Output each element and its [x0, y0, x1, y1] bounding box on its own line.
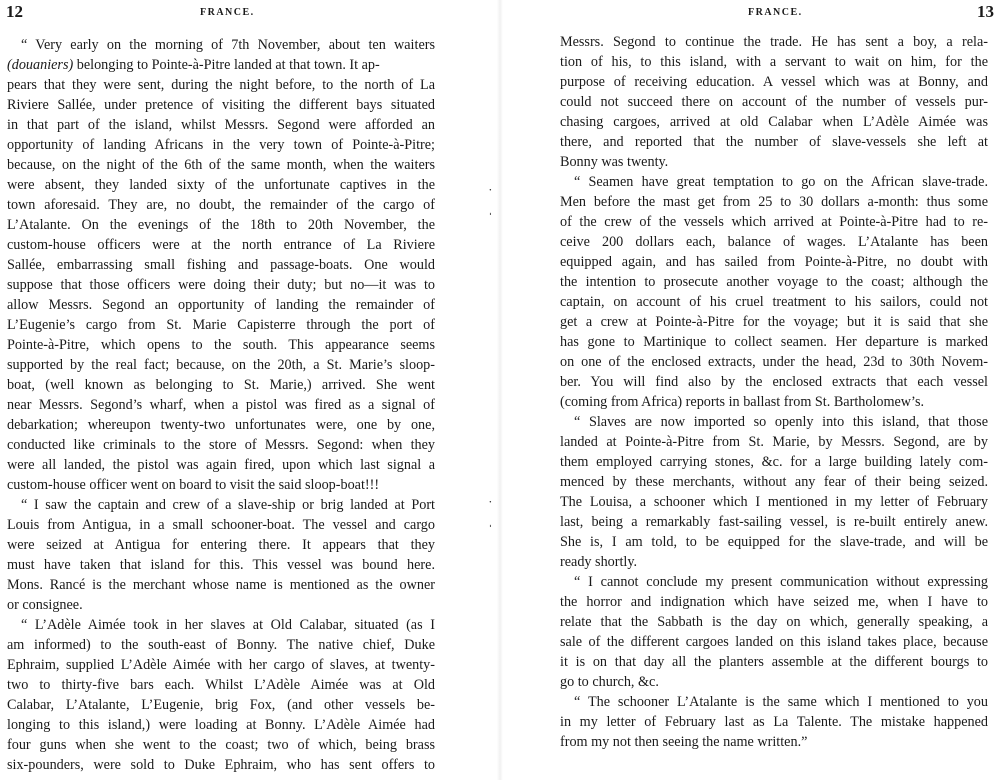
left-running-head: FRANCE. — [200, 7, 255, 18]
text-line: “ I cannot conclude my present communication without expressing — [574, 574, 988, 590]
right-running-head: FRANCE. — [748, 7, 803, 18]
text-line: “ I saw the captain and crew of a slave-ship or brig landed at Port — [21, 497, 435, 513]
text-line: or consignee. — [7, 597, 83, 613]
text-line: Riviere Sallée, under pretence of visiting the different bays situated — [7, 97, 435, 113]
text-line: last, being a remarkably fast-sailing vessel, is re-built entirely anew. — [560, 514, 988, 530]
text-line: ceive 200 dollars each, balance of wages. L’Atalante has been — [560, 234, 988, 250]
text-line: near Messrs. Segond’s wharf, when a pistol was fired as a signal of — [7, 397, 435, 413]
text-line: “ Very early on the morning of 7th November, about ten waiters — [21, 37, 435, 53]
text-line: relate that the Sabbath is the day on which, generally speaking, a — [560, 614, 988, 630]
right-page-number: 13 — [977, 2, 994, 21]
text-line: longing to this island,) were loading at Bonny. L’Adèle Aimée had — [7, 717, 435, 733]
text-line: in that part of the island, whilst Messrs. Segond were afforded an — [7, 117, 435, 133]
text-line: “ The schooner L’Atalante is the same which I mentioned to you — [574, 694, 988, 710]
text-line: boat, (well known as belonging to St. Marie,) arrived. She went — [7, 377, 435, 393]
text-line: menced by these merchants, without any fear of their being seized. — [560, 474, 988, 490]
text-line: custom-house officers were at the north entrance of La Riviere — [7, 237, 435, 253]
text-line: L’Atalante. On the evenings of the 18th to 20th November, the — [7, 217, 435, 233]
text-line: on one of the enclosed extracts, under the head, 23d to 30th Novem- — [560, 354, 988, 370]
text-line: captain, on account of his cruel treatment to his sailors, could not — [560, 294, 988, 310]
text-line: must have taken that island for this. This vessel was bound here. — [7, 557, 435, 573]
left-page-header — [0, 2, 500, 26]
text-line: custom-house officer went on board to visit the said sloop-boat!!! — [7, 477, 380, 493]
text-line: (coming from Africa) reports in ballast from St. Bartholomew’s. — [560, 394, 925, 410]
text-line: opportunity of landing Africans in the very town of Pointe-à-Pitre; — [7, 137, 435, 153]
text-line: in my letter of February last as La Talente. The mistake happened — [560, 714, 988, 730]
text-line: Bonny was twenty. — [560, 154, 669, 170]
text-line: of the crew of the vessels which arrived at Pointe-à-Pitre had to re- — [560, 214, 988, 230]
text-line: from my not then seeing the name written.” — [560, 734, 808, 750]
text-line: six-pounders, were sold to Duke Ephraim, who has sent offers to — [7, 757, 435, 773]
right-page-header — [500, 2, 1000, 26]
text-line: am informed) to the south-east of Bonny. The native chief, Duke — [7, 637, 435, 653]
left-page-body — [7, 35, 435, 775]
text-line: Ephraim, supplied L’Adèle Aimée with her cargo of slaves, at twenty- — [7, 657, 435, 673]
text-line: town aforesaid. They are, no doubt, the remainder of the cargo of — [7, 197, 435, 213]
text-line: Mons. Rancé is the merchant whose name is mentioned as the owner — [7, 577, 435, 593]
text-line: suppose that those officers were doing their duty; but no—it was to — [7, 277, 435, 293]
text-line: because, on the night of the 6th of the same month, when the waiters — [7, 157, 435, 173]
text-line: Louis from Antigua, in a small schooner-boat. The vessel and cargo — [7, 517, 435, 533]
right-page-body — [560, 32, 988, 752]
text-line: there, and reported that the number of slave-vessels she left at — [560, 134, 988, 150]
text-line: sale of the different cargoes landed on this island takes place, because — [560, 634, 988, 650]
text-line: the horror and indignation which have seized me, when I have to — [560, 594, 988, 610]
text-line: the intention to prosecute another voyage to the coast; although the — [560, 274, 988, 290]
text-line: it is on that day all the planters assemble at the different bourgs to — [560, 654, 988, 670]
text-line: them employed carrying stones, &c. for a large building lately com- — [560, 454, 988, 470]
right-page — [500, 0, 1000, 780]
text-line: “ Seamen have great temptation to go on the African slave-trade. — [574, 174, 988, 190]
text-line-rest: belonging to Pointe-à-Pitre landed at that town. It ap- — [76, 57, 380, 73]
text-line: were all landed, the pistol was again fired, upon which last signal a — [7, 457, 435, 473]
text-line: four guns when she went to the coast; two of which, being brass — [7, 737, 435, 753]
text-line: were seized at Antigua for entering there. It appears that they — [7, 537, 435, 553]
text-line: supported by the real fact; because, on the 20th, a St. Marie’s sloop- — [7, 357, 435, 373]
text-line: Calabar, L’Atalante, L’Eugenie, brig Fox, (and other vessels be- — [7, 697, 435, 713]
text-line: Sallée, embarrassing small fishing and passage-boats. One would — [7, 257, 435, 273]
text-line: allow Messrs. Segond an opportunity of landing the remainder of — [7, 297, 435, 313]
gutter-marks: ˙ ˌ — [488, 499, 493, 528]
text-line: could not succeed there on account of the number of vessels pur- — [560, 94, 988, 110]
text-line: Messrs. Segond to continue the trade. He has sent a boy, a rela- — [560, 34, 988, 50]
text-line: ready shortly. — [560, 554, 638, 570]
text-line: chasing cargoes, arrived at old Calabar when L’Adèle Aimée was — [560, 114, 988, 130]
italic-term: (douaniers) — [7, 57, 74, 73]
gutter-marks: ˙ ˌ — [488, 187, 493, 216]
text-line: were absent, they landed sixty of the unfortunate captives in the — [7, 177, 435, 193]
text-line: L’Eugenie’s cargo from St. Marie Capisterre through the port of — [7, 317, 435, 333]
text-line: tion of his, to this island, with a servant to wait on him, for the — [560, 54, 988, 70]
text-line: pears that they were sent, during the night before, to the north of La — [7, 77, 435, 93]
text-line: “ L’Adèle Aimée took in her slaves at Old Calabar, situated (as I — [21, 617, 435, 633]
text-line: landed at Pointe-à-Pitre from St. Marie, by Messrs. Segond, are by — [560, 434, 988, 450]
text-line: go to church, &c. — [560, 674, 659, 690]
text-line: conducted like criminals to the store of Messrs. Segond: when they — [7, 437, 435, 453]
text-line: two to thirty-five bars each. Whilst L’Adèle Aimée was at Old — [7, 677, 435, 693]
text-line: She is, I am told, to be equipped for the slave-trade, and will be — [560, 534, 988, 550]
text-line: Pointe-à-Pitre, which opens to the south. This appearance seems — [7, 337, 435, 353]
text-line: ber. You will find also by the enclosed extracts that each vessel — [560, 374, 988, 390]
text-line: debarkation; whereupon twenty-two unfortunates were, one by one, — [7, 417, 435, 433]
text-line — [7, 55, 435, 75]
text-line: equipped again, and has sailed from Pointe-à-Pitre, no doubt with — [560, 254, 988, 270]
text-line: get a crew at Pointe-à-Pitre for the voyage; but it is said that she — [560, 314, 988, 330]
text-line: has gone to Martinique to collect seamen. Her departure is marked — [560, 334, 988, 350]
left-page-number: 12 — [6, 2, 23, 21]
text-line: purpose of receiving education. A vessel which was at Bonny, and — [560, 74, 988, 90]
text-line: “ Slaves are now imported so openly into this island, that those — [574, 414, 988, 430]
text-line: The Louisa, a schooner which I mentioned in my letter of February — [560, 494, 988, 510]
text-line: Men before the mast get from 25 to 30 dollars a-month: thus some — [560, 194, 988, 210]
